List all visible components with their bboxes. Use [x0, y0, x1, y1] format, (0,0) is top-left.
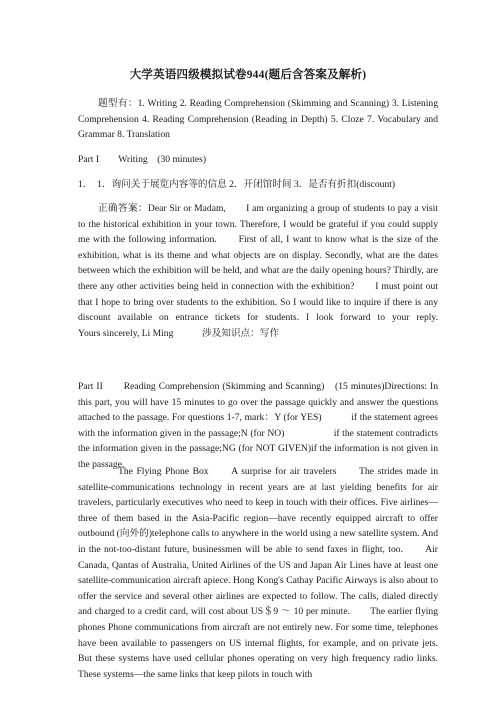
passage-paragraph — [78, 464, 458, 682]
question-types-text: 题型有：1. Writing 2. Reading Comprehension (Skimming and Scanning) 3. Listening Comprehension 4. Reading Comprehension (Reading in Depth) 5. Cloze 7. Vocabulary and Grammar 8. Translation — [78, 98, 438, 141]
passage-text: The Flying Phone Box A surprise for air travelers The strides made in satellite-communications technology in recent years are at last yielding benefits for air travelers, particularly executives who need to keep in touch with their offices. Five airlines— three of them based in the Asia-Pacific region—have recently equipped aircraft to offer outbound (向外的)telephone calls to anywhere in the world using a new satellite system. And in the not-too-distant future, businessmen will be able to send faxes in flight, too. Air Canada, Qantas of Australia, United Airlines of the US and Japan Air Lines have at least one satellite-communication aircraft apiece. Hong Kong's Cathay Pacific Airways is also about to offer the service and several other airlines are expected to follow. The calls, dialed directly and charged to a credit card, will cost about US＄9 ～ 10 per minute. The earlier flying phones Phone communications from aircraft are not entirely new. For some time, telephones have been available to passengers on US internal flights, for example, and on private jets. But these systems have used cellular phones operating on very high frequency radio links. These systems—the same links that keep pilots in touch with — [78, 466, 458, 680]
part2-directions — [78, 379, 438, 473]
part2-directions-text: Part II Reading Comprehension (Skimming and Scanning) (15 minutes)Directions: In this part, you will have 15 minutes to go over the passage quickly and answer the questions attached to the passage. For questions 1-7, mark：Y (for YES) if the statement agrees with the information given in the passage;N (for NO) if the statement contradicts the information given in the passage;NG (for NOT GIVEN)if the information is not given in the passage. — [78, 381, 438, 470]
answer-text: 正确答案：Dear Sir or Madam, I am organizing a group of students to pay a visit to the historical exhibition in your town. Therefore, I would be grateful if you could supply me with the following information. First of all, I want to know what is the size of the exhibition, what is its theme and what objects are on display. Secondly, what are the dates between which the exhibition will be held, and what are the daily opening hours? Thirdly, are there any other activities being held in connection with the exhibition? I must point out that I hope to bring over students to the exhibition. So I would like to inquire if there is any discount available on entrance tickets for students. I look forward to your reply. Yours sincerely, Li Ming 涉及知识点：写作 — [78, 203, 477, 339]
document-title: 大学英语四级模拟试卷944(题后含答案及解析) — [129, 69, 367, 81]
part1-heading-text: Part I Writing (30 minutes) — [78, 154, 207, 165]
question-1 — [78, 177, 438, 193]
question-types-paragraph — [78, 96, 438, 143]
question-1-text: 1． 1．询问关于展览内容等的信息 2．开闭馆时间 3．是否有折扣(discount) — [78, 179, 396, 190]
part1-heading — [78, 152, 438, 168]
answer-paragraph — [78, 201, 477, 341]
